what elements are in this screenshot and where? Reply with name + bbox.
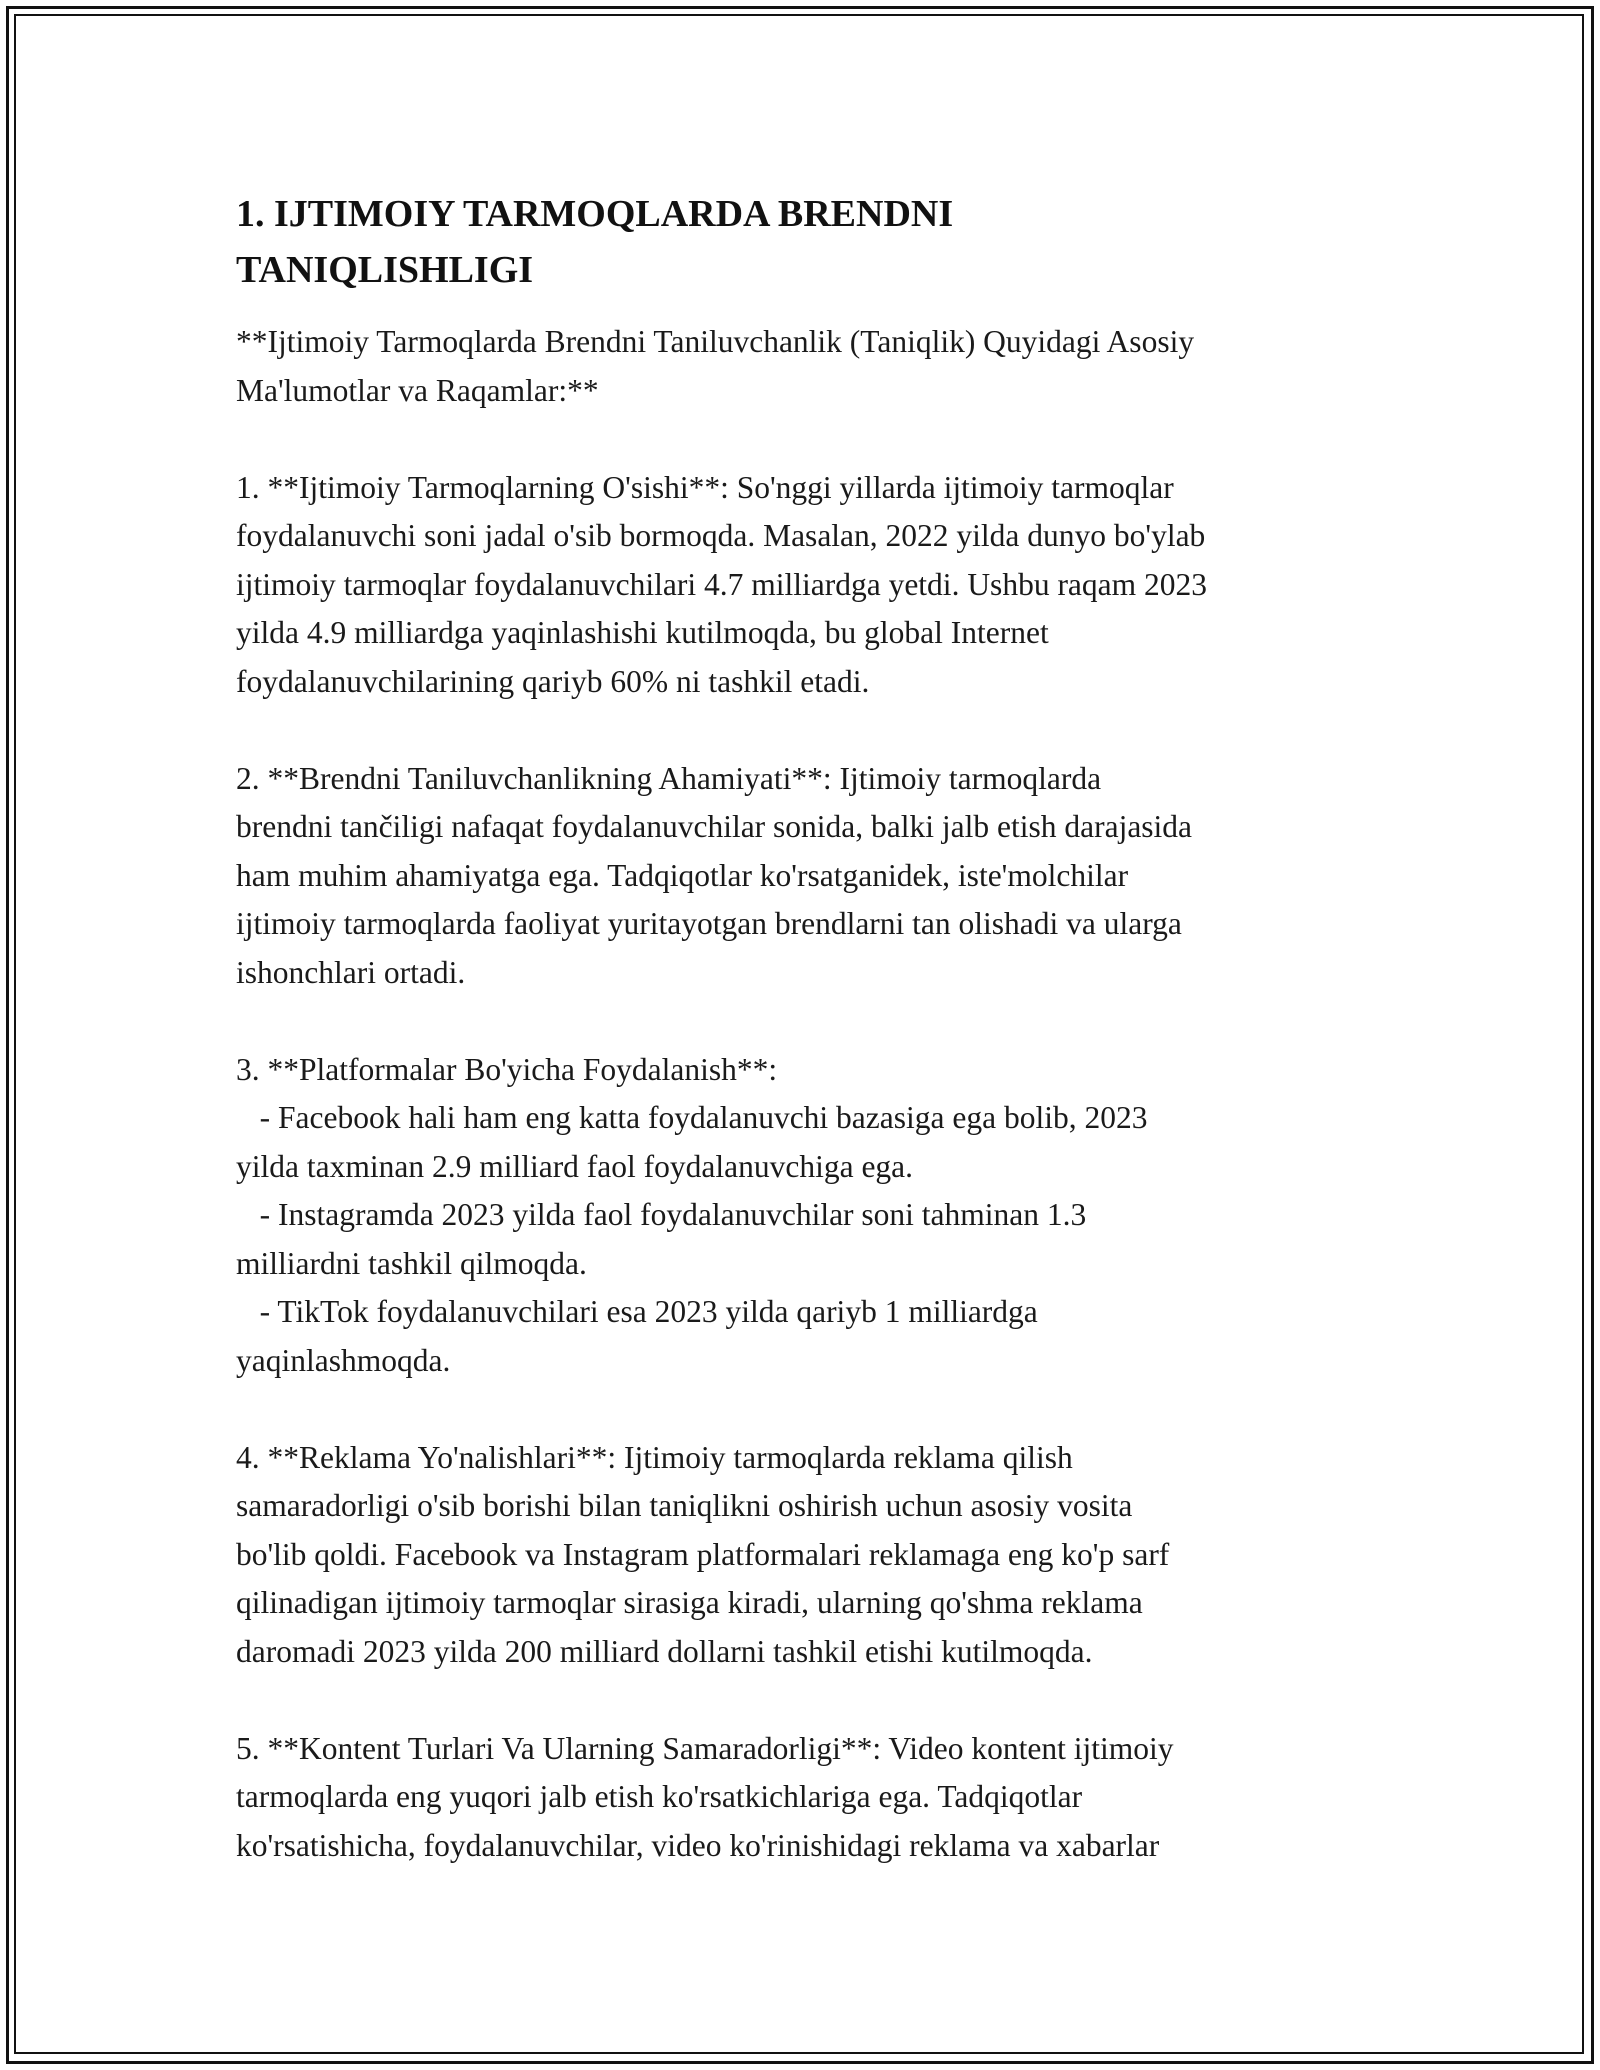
- text-line: 1. **Ijtimoiy Tarmoqlarning O'sishi**: So'nggi yillarda ijtimoiy tarmoqlar: [236, 469, 1174, 505]
- text-line: yilda 4.9 milliardga yaqinlashishi kutilmoqda, bu global Internet: [236, 615, 1049, 650]
- section-3-paragraph: [236, 1046, 1386, 1386]
- text-line: - Facebook hali ham eng katta foydalanuvchi bazasiga ega bolib, 2023: [236, 1100, 1148, 1135]
- text-line: ko'rsatishicha, foydalanuvchilar, video ko'rinishidagi reklama va xabarlar: [236, 1827, 1160, 1863]
- text-line: 3. **Platformalar Bo'yicha Foydalanish**:: [236, 1051, 778, 1087]
- text-line: bo'lib qoldi. Facebook va Instagram platformalari reklamaga eng ko'p sarf: [236, 1536, 1170, 1572]
- text-line: **Ijtimoiy Tarmoqlarda Brendni Taniluvchanlik (Taniqlik) Quyidagi Asosiy: [236, 324, 1195, 359]
- text-line: ijtimoiy tarmoqlar foydalanuvchilari 4.7 milliardga yetdi. Ushbu raqam 2023: [236, 566, 1208, 602]
- section-5-paragraph: [236, 1725, 1386, 1871]
- section-2-paragraph: [236, 755, 1386, 998]
- text-line: Ma'lumotlar va Raqamlar:**: [236, 372, 599, 408]
- section-1-paragraph: [236, 464, 1386, 707]
- text-line: tarmoqlarda eng yuqori jalb etish ko'rsatkichlariga ega. Tadqiqotlar: [236, 1779, 1083, 1814]
- text-line: foydalanuvchilarining qariyb 60% ni tashkil etadi.: [236, 663, 870, 699]
- text-line: 5. **Kontent Turlari Va Ularning Samaradorligi**: Video kontent ijtimoiy: [236, 1730, 1174, 1766]
- text-line: yaqinlashmoqda.: [236, 1342, 451, 1378]
- text-line: ham muhim ahamiyatga ega. Tadqiqotlar ko'rsatganidek, iste'molchilar: [236, 857, 1129, 893]
- text-line: samaradorligi o'sib borishi bilan taniqlikni oshirish uchun asosiy vosita: [236, 1488, 1133, 1523]
- document-title: [236, 186, 1386, 298]
- text-line: - TikTok foydalanuvchilari esa 2023 yilda qariyb 1 milliardga: [236, 1294, 1038, 1329]
- text-line: qilinadigan ijtimoiy tarmoqlar sirasiga kiradi, ularning qo'shma reklama: [236, 1585, 1143, 1620]
- text-line: daromadi 2023 yilda 200 milliard dollarni tashkil etishi kutilmoqda.: [236, 1633, 1093, 1669]
- document-body: [236, 186, 1386, 1919]
- text-line: milliardni tashkil qilmoqda.: [236, 1245, 587, 1281]
- text-line: - Instagramda 2023 yilda faol foydalanuvchilar soni tahminan 1.3: [236, 1197, 1087, 1232]
- text-line: brendni tančiligi nafaqat foydalanuvchilar sonida, balki jalb etish darajasida: [236, 809, 1193, 844]
- title-line: 1. IJTIMOIY TARMOQLARDA BRENDNI: [236, 193, 954, 235]
- title-line: TANIQLISHLIGI: [236, 249, 534, 291]
- text-line: foydalanuvchi soni jadal o'sib bormoqda. Masalan, 2022 yilda dunyo bo'ylab: [236, 518, 1206, 553]
- text-line: 4. **Reklama Yo'nalishlari**: Ijtimoiy tarmoqlarda reklama qilish: [236, 1439, 1073, 1475]
- text-line: ijtimoiy tarmoqlarda faoliyat yuritayotgan brendlarni tan olishadi va ularga: [236, 906, 1182, 941]
- text-line: ishonchlari ortadi.: [236, 954, 466, 990]
- text-line: 2. **Brendni Taniluvchanlikning Ahamiyati**: Ijtimoiy tarmoqlarda: [236, 760, 1102, 796]
- intro-paragraph: [236, 318, 1386, 415]
- text-line: yilda taxminan 2.9 milliard faol foydalanuvchiga ega.: [236, 1148, 914, 1184]
- section-4-paragraph: [236, 1434, 1386, 1677]
